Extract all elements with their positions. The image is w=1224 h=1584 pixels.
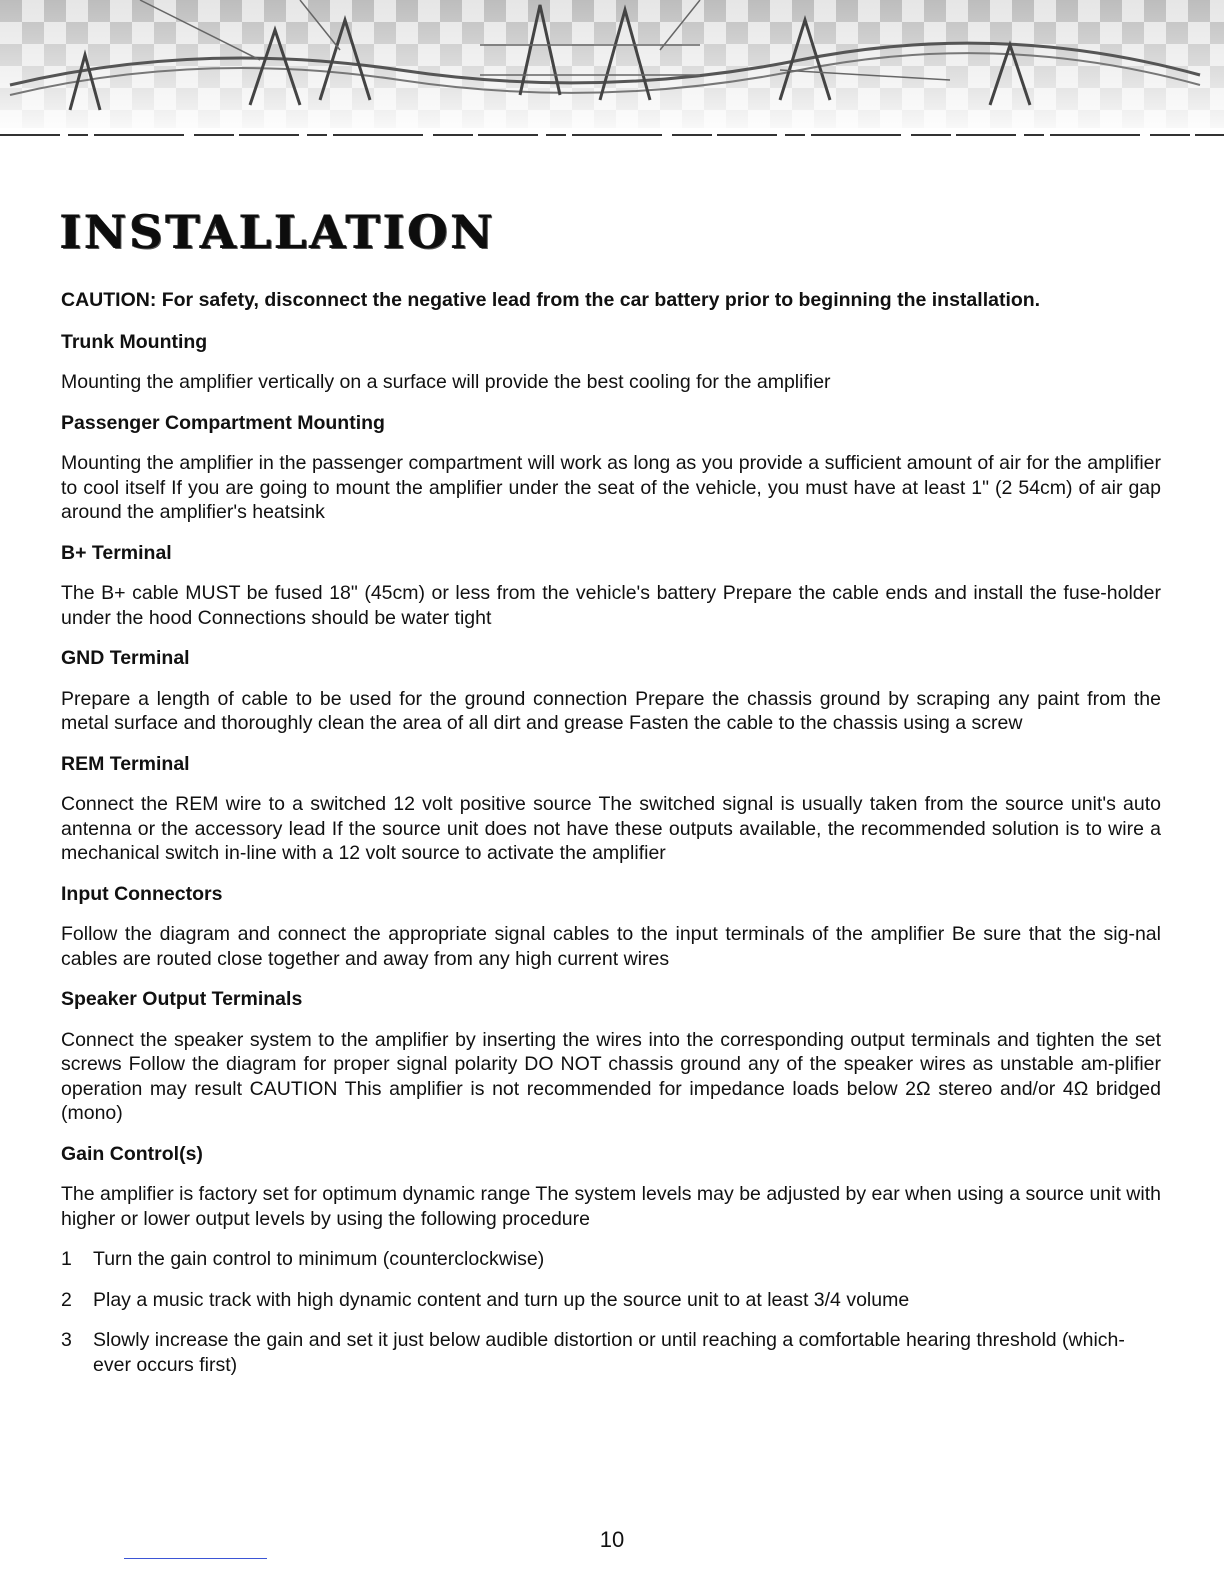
step-number: 3 bbox=[61, 1329, 72, 1351]
section-heading: GND Terminal bbox=[61, 647, 190, 669]
list-item bbox=[61, 1288, 1161, 1313]
section-input-connectors bbox=[61, 882, 1161, 972]
section-heading: B+ Terminal bbox=[61, 541, 172, 564]
section-heading: Gain Control(s) bbox=[61, 1142, 203, 1165]
section-heading: REM Terminal bbox=[61, 752, 190, 775]
gain-procedure-steps bbox=[61, 1247, 1161, 1377]
section-heading: Passenger Compartment Mounting bbox=[61, 411, 385, 434]
section-trunk-mounting bbox=[61, 330, 1161, 395]
section-paragraph: Connect the REM wire to a switched 12 volt positive source The switched signal is usually taken from the source unit's auto antenna or the accessory lead If the source unit does not have these outputs available, the recommended solution is to wire a mechanical switch in-line with a 12 volt source to activate the amplifier bbox=[61, 793, 1161, 864]
caution-notice: CAUTION: For safety, disconnect the negative lead from the car battery prior to beginning the installation. bbox=[61, 289, 1041, 311]
list-item bbox=[61, 1247, 1161, 1272]
step-number: 2 bbox=[61, 1288, 72, 1311]
section-b-plus-terminal bbox=[61, 541, 1161, 631]
section-passenger-compartment-mounting bbox=[61, 411, 1161, 525]
section-heading: Trunk Mounting bbox=[61, 330, 208, 353]
section-gain-controls bbox=[61, 1142, 1161, 1232]
footer-rule bbox=[124, 1558, 267, 1559]
installation-content bbox=[61, 288, 1161, 1393]
section-heading: Input Connectors bbox=[61, 882, 223, 905]
section-heading: Speaker Output Terminals bbox=[61, 988, 303, 1010]
section-paragraph: Prepare a length of cable to be used for the ground connection Prepare the chassis ground by scraping any paint from the metal surface and thoroughly clean the area of all dirt and grease Fasten the cable to the chassis using a screw bbox=[61, 687, 1161, 734]
step-text: Play a music track with high dynamic content and turn up the source unit to at least 3/4 volume bbox=[93, 1288, 910, 1311]
page-number: 10 bbox=[599, 1527, 625, 1552]
section-rem-terminal bbox=[61, 752, 1161, 866]
section-paragraph: Mounting the amplifier in the passenger compartment will work as long as you provide a sufficient amount of air for the amplifier to cool itself If you are going to mount the amplifier under the seat of the vehicle, you must have at least 1" (2 54cm) of air gap around the amplifier's heatsink bbox=[61, 452, 1161, 523]
page-title: INSTALLATION bbox=[60, 205, 496, 259]
section-paragraph: The amplifier is factory set for optimum dynamic range The system levels may be adjusted by ear when using a source unit with higher or lower output levels by using the following procedure bbox=[61, 1183, 1161, 1230]
section-paragraph: Follow the diagram and connect the appropriate signal cables to the input terminals of the amplifier Be sure that the sig-nal cables are routed close together and away from any high current wires bbox=[61, 923, 1161, 970]
section-paragraph: The B+ cable MUST be fused 18" (45cm) or less from the vehicle's battery Prepare the cable ends and install the fuse-holder under the hood Connections should be water tight bbox=[61, 582, 1161, 629]
section-speaker-output-terminals bbox=[61, 987, 1161, 1126]
step-text: Turn the gain control to minimum (counterclockwise) bbox=[93, 1248, 545, 1270]
step-number: 1 bbox=[61, 1248, 72, 1270]
step-text: Slowly increase the gain and set it just below audible distortion or until reaching a comfortable hearing threshold (which-ever occurs first) bbox=[93, 1329, 1125, 1376]
section-paragraph: Mounting the amplifier vertically on a surface will provide the best cooling for the amplifier bbox=[61, 371, 831, 393]
list-item bbox=[61, 1328, 1161, 1377]
section-gnd-terminal bbox=[61, 646, 1161, 736]
section-paragraph: Connect the speaker system to the amplifier by inserting the wires into the corresponding output terminals and tighten the set screws Follow the diagram for proper signal polarity DO NOT chassis ground any of the speaker wires as unstable am-plifier operation may result CAUTION This amplifier is not recommended for impedance loads below 2Ω stereo and/or 4Ω bridged (mono) bbox=[61, 1028, 1161, 1124]
rollercoaster-banner-image bbox=[0, 0, 1224, 150]
